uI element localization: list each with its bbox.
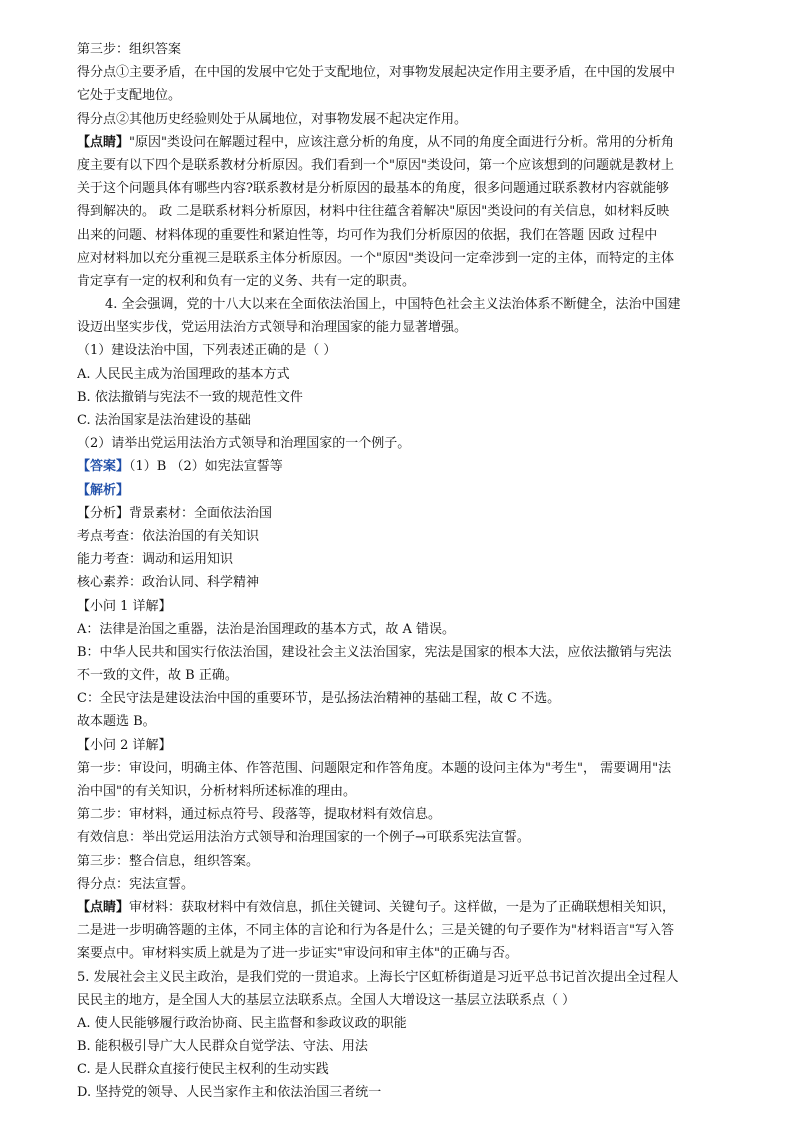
text-line <box>77 455 722 478</box>
line-text: （2）请举出党运用法治方式领导和治理国家的一个例子。 <box>77 436 411 452</box>
line-text: C：全民守法是建设法治中国的重要环节，是弘扬法治精神的基础工程，故 C 不选。 <box>77 691 561 707</box>
line-text: 能力考查：调动和运用知识 <box>77 552 234 568</box>
text-line <box>77 84 722 107</box>
text-line <box>77 826 722 849</box>
line-text: 得分点②其他历史经验则处于从属地位，对事物发展不起决定作用。 <box>77 111 468 127</box>
text-line <box>77 595 722 618</box>
text-line <box>77 664 722 687</box>
text-line <box>77 803 722 826</box>
text-line <box>77 131 722 154</box>
text-line <box>77 989 722 1012</box>
text-line <box>77 780 722 803</box>
line-text: 故本题选 B。 <box>77 714 156 730</box>
text-line <box>77 61 722 84</box>
section-tag: 【点睛】 <box>77 134 130 150</box>
section-tag: 【点睛】 <box>77 899 130 915</box>
line-text: C. 法治国家是法治建设的基础 <box>77 413 251 428</box>
text-line <box>77 525 722 548</box>
text-line <box>77 363 722 386</box>
line-text: A：法律是治国之重器，法治是治国理政的基本方式，故 A 错误。 <box>77 621 456 637</box>
text-line <box>77 942 722 965</box>
line-text: 关于这个问题具体有哪些内容?联系教材是分析原因的最基本的角度，很多问题通过联系教材内容就能够 <box>77 181 669 197</box>
section-tag: 【答案】 <box>77 459 130 475</box>
line-text: 第三步：整合信息，组织答案。 <box>77 853 260 869</box>
text-line <box>77 293 722 316</box>
line-text: A. 使人民能够履行政治协商、民主监督和参政议政的职能 <box>77 1015 407 1031</box>
line-text: B：中华人民共和国实行依法治国，建设社会主义法治国家，宪法是国家的根本大法，应依法撤销与宪法 <box>77 644 672 660</box>
line-text: B. 依法撤销与宪法不一致的规范性文件 <box>77 389 303 405</box>
text-line <box>77 1012 722 1035</box>
text-line <box>77 919 722 942</box>
line-text: 案要点中。审材料实质上就是为了进一步证实"审设问和审主体"的正确与否。 <box>77 946 518 962</box>
text-line <box>77 896 722 919</box>
text-line <box>77 548 722 571</box>
text-line <box>77 108 722 131</box>
text-line <box>77 873 722 896</box>
text-line <box>77 641 722 664</box>
line-text: 得分点：宪法宣誓。 <box>77 876 195 892</box>
line-text: 【分析】背景素材：全面依法治国 <box>77 505 273 521</box>
text-line <box>77 177 722 200</box>
line-text: （1）B （2）如宪法宣誓等 <box>129 459 283 475</box>
line-text: 度主要有以下四个是联系教材分析原因。我们看到一个"原因"类设问，第一个应该想到的问题就是教材上 <box>77 157 674 173</box>
text-line <box>77 850 722 873</box>
line-text: 得到解决的。 政 二是联系材料分析原因，材料中往往蕴含着解决"原因"类设问的有关信息，如材料反映 <box>77 204 670 220</box>
document-body <box>77 38 722 1105</box>
line-text: 得分点①主要矛盾，在中国的发展中它处于支配地位，对事物发展起决定作用主要矛盾，在中国的发展中 <box>77 65 676 81</box>
text-line <box>77 479 722 502</box>
line-text: 民民主的地方，是全国人大的基层立法联系点。全国人大增设这一基层立法联系点（ ） <box>77 992 576 1008</box>
line-text: 5. 发展社会主义民主政治，是我们党的一贯追求。上海长宁区虹桥街道是习近平总书记首次提出全过程人 <box>77 969 679 985</box>
line-text: 出来的问题、材料体现的重要性和紧迫性等，均可作为我们分析原因的依据，我们在答题 因政 过程中 <box>77 227 658 243</box>
section-tag: 【解析】 <box>77 482 130 498</box>
text-line <box>77 687 722 710</box>
line-text: 应对材料加以充分重视三是联系主体分析原因。一个"原因"类设问一定牵涉到一定的主体，而特定的主体 <box>77 250 674 266</box>
text-line <box>77 386 722 409</box>
line-text: 核心素养：政治认同、科学精神 <box>77 575 260 591</box>
text-line <box>77 618 722 641</box>
text-line <box>77 1058 722 1081</box>
line-text: "原因"类设问在解题过程中，应该注意分析的角度，从不同的角度全面进行分析。常用的分析角 <box>129 134 674 150</box>
text-line <box>77 502 722 525</box>
line-text: 有效信息：举出党运用法治方式领导和治理国家的一个例子→可联系宪法宣誓。 <box>77 830 530 846</box>
line-text: B. 能积极引导广大人民群众自觉学法、守法、用法 <box>77 1039 368 1055</box>
text-line <box>77 247 722 270</box>
text-line <box>77 38 722 61</box>
line-text: 设迈出坚实步伐，党运用法治方式领导和治理国家的能力显著增强。 <box>77 320 468 336</box>
text-line <box>77 571 722 594</box>
line-text: C. 是人民群众直接行使民主权利的生动实践 <box>77 1062 329 1078</box>
line-text: 【小问 1 详解】 <box>77 598 172 614</box>
text-line <box>77 1035 722 1058</box>
line-text: 第三步：组织答案 <box>77 42 182 57</box>
text-line <box>77 710 722 733</box>
text-line <box>77 409 722 432</box>
text-line <box>77 432 722 455</box>
line-text: （1）建设法治中国，下列表述正确的是（ ） <box>77 343 337 359</box>
line-text: 肯定享有一定的权利和负有一定的义务、共有一定的职责。 <box>77 273 416 289</box>
line-text: 不一致的文件，故 B 正确。 <box>77 668 238 684</box>
line-text: 【小问 2 详解】 <box>77 737 172 753</box>
line-text: 第二步：审材料，通过标点符号、段落等，提取材料有效信息。 <box>77 807 442 823</box>
line-text: A. 人民民主成为治国理政的基本方式 <box>77 366 290 382</box>
text-line <box>77 966 722 989</box>
line-text: 治中国"的有关知识，分析材料所述标准的理由。 <box>77 784 356 799</box>
text-line <box>77 734 722 757</box>
text-line <box>77 339 722 362</box>
line-text: 二是进一步明确答题的主体，不同主体的言论和行为各是什么；三是关键的句子要作为"材料语言"写入答 <box>77 923 674 939</box>
line-text: 考点考查：依法治国的有关知识 <box>77 528 260 544</box>
text-line <box>77 757 722 780</box>
line-text: 4. 全会强调，党的十八大以来在全面依法治国上，中国特色社会主义法治体系不断健全，法治中国建 <box>105 297 681 313</box>
text-line <box>77 200 722 223</box>
line-text: D. 坚持党的领导、人民当家作主和依法治国三者统一 <box>77 1085 382 1101</box>
text-line <box>77 270 722 293</box>
line-text: 它处于支配地位。 <box>77 88 182 104</box>
text-line <box>77 154 722 177</box>
line-text: 审材料：获取材料中有效信息，抓住关键词、关键句子。这样做，一是为了正确联想相关知识， <box>129 899 676 915</box>
line-text: 第一步：审设问，明确主体、作答范围、问题限定和作答角度。本题的设问主体为"考生"， 需要调用"法 <box>77 760 672 776</box>
text-line <box>77 1081 722 1104</box>
text-line <box>77 224 722 247</box>
text-line <box>77 316 722 339</box>
